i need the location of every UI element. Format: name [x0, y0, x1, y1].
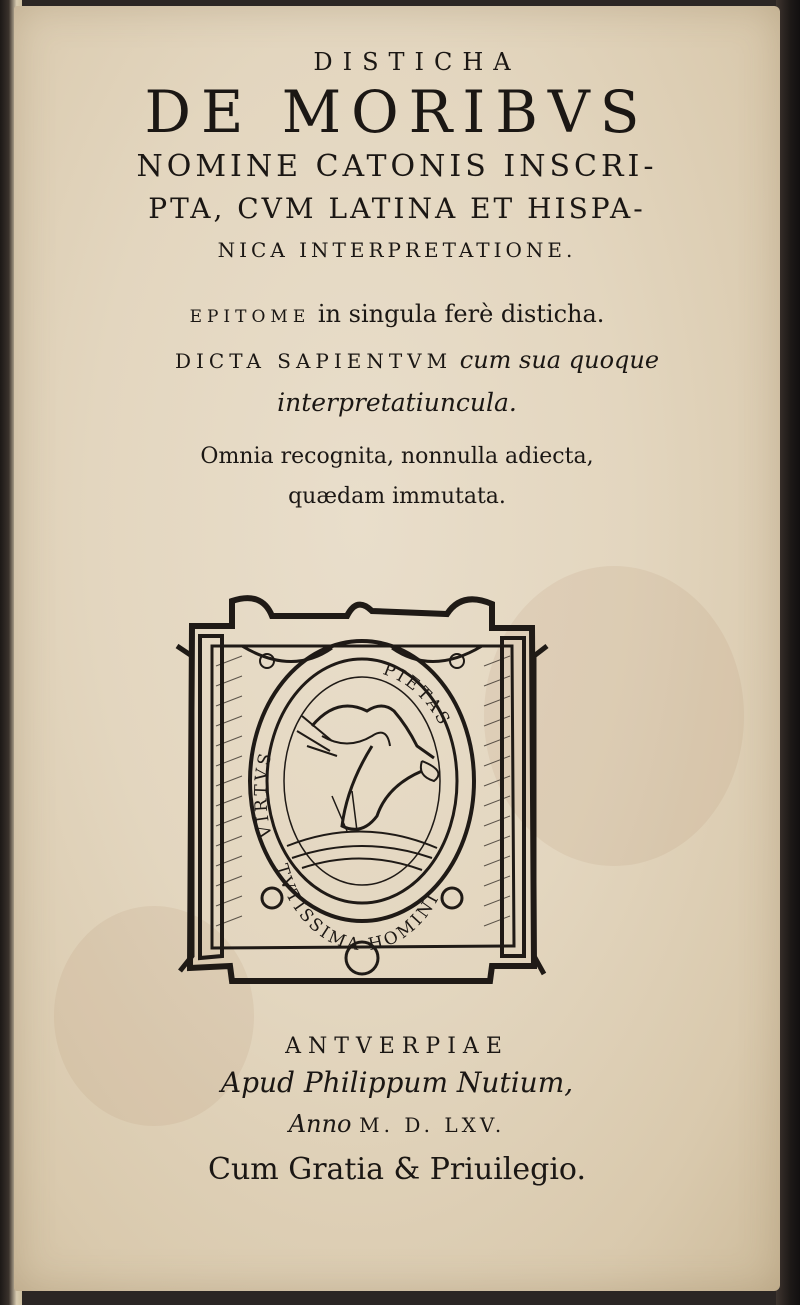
imprint-printer: Apud Philippum Nutium, [220, 1066, 574, 1099]
dicta-line-2: interpretatiuncula. [277, 388, 517, 417]
dicta-line [14, 346, 800, 374]
title-line-4: PTA, CVM LATINA ET HISPA- [148, 192, 646, 225]
motto-bottom: TVTISSIMA HOMINI [271, 861, 445, 956]
title-page [14, 6, 780, 1291]
dicta-lead: DICTA SAPIENTVM [174, 349, 453, 373]
motto-left: VIRTVS [251, 748, 277, 840]
dicta-rest: cum sua quoque [459, 346, 660, 374]
motto-right: PIETAS [380, 659, 455, 731]
title-line-3: NOMINE CATONIS INSCRI- [136, 149, 658, 184]
note-line-2: quædam immutata. [288, 484, 506, 509]
printers-device-woodcut [172, 586, 552, 986]
title-line-de-moribus: DE MORIBVS [144, 78, 650, 146]
imprint-date-line [14, 1110, 780, 1138]
title-line-5: NICA INTERPRETATIONE. [217, 238, 577, 262]
imprint-privilege: Cum Gratia & Priuilegio. [207, 1152, 587, 1187]
title-line-disticha: DISTICHA [313, 48, 521, 76]
imprint-anno: Anno [288, 1110, 352, 1138]
imprint-year: M. D. LXV. [359, 1113, 506, 1137]
epitome-line [14, 300, 780, 328]
epitome-lead: EPITOME [189, 307, 311, 327]
epitome-rest: in singula ferè disticha. [317, 300, 605, 328]
note-line-1: Omnia recognita, nonnulla adiecta, [200, 444, 594, 469]
imprint-city: ANTVERPIAE [285, 1034, 509, 1059]
